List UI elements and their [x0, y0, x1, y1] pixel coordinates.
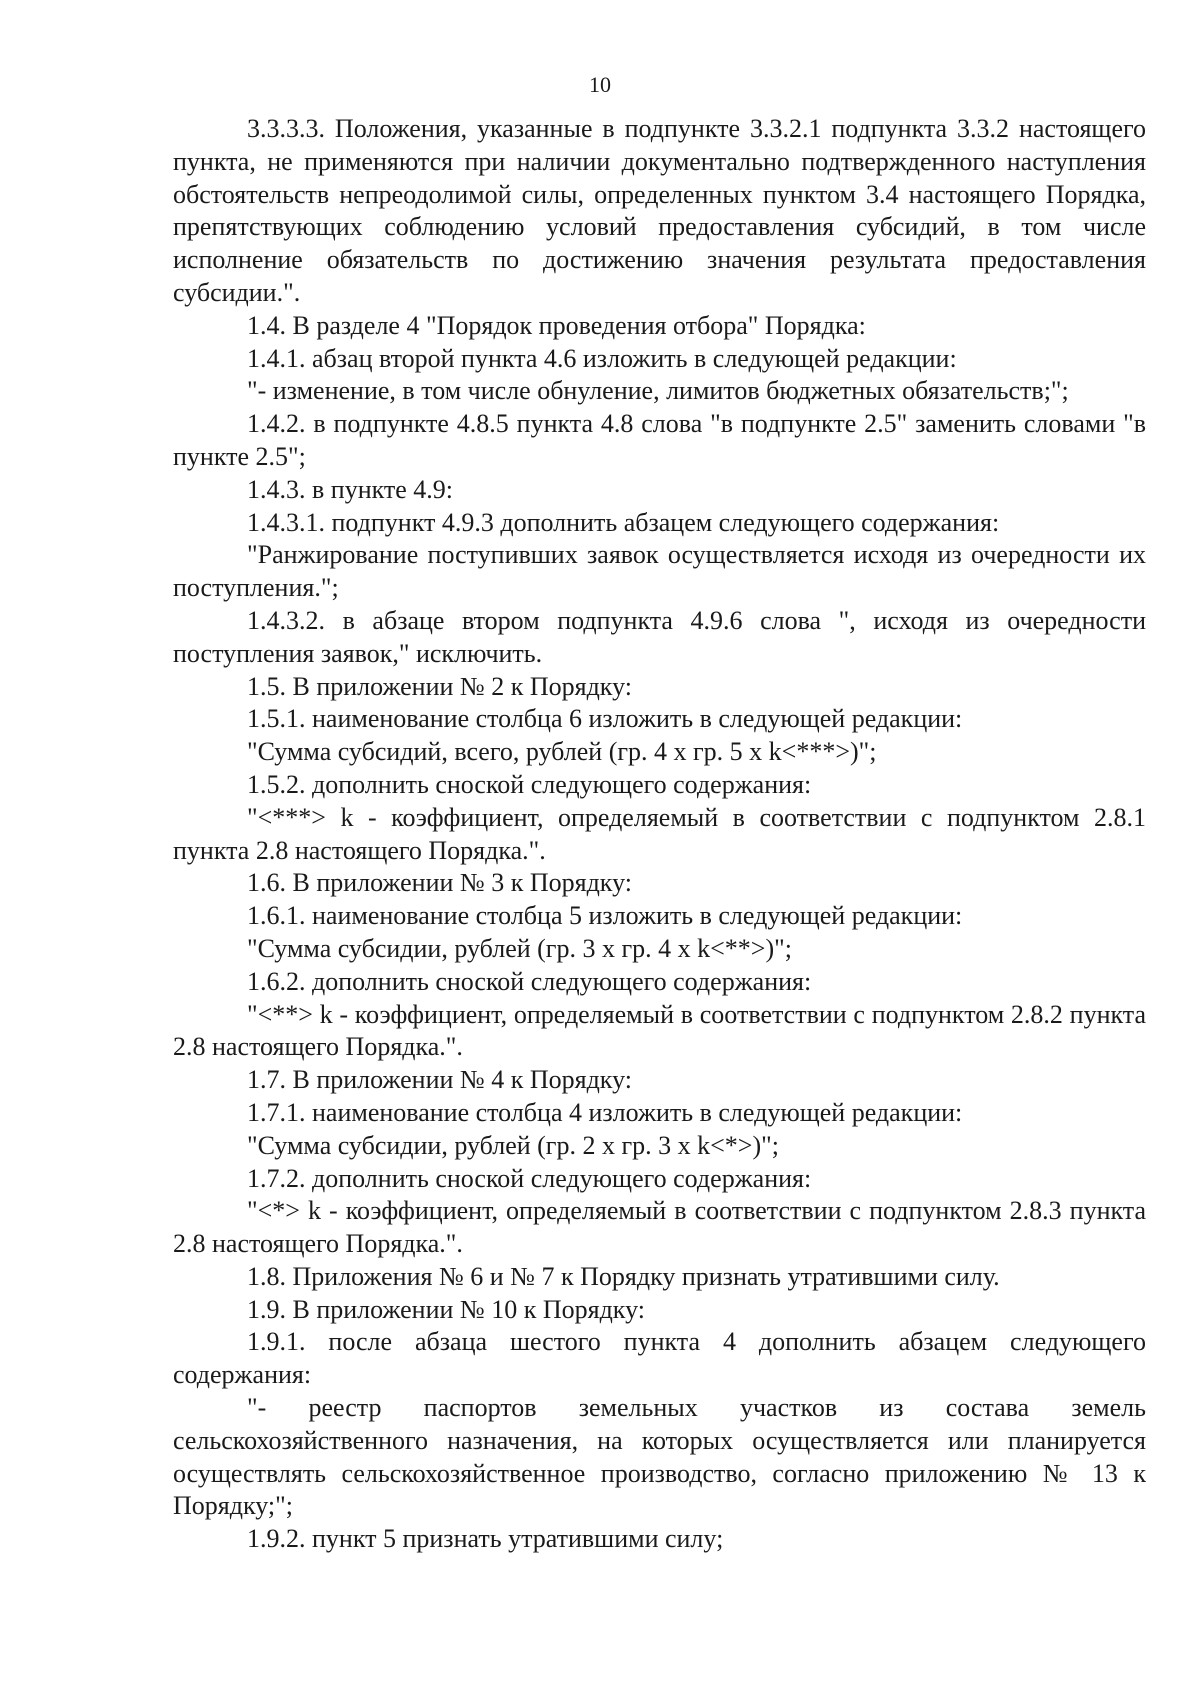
paragraph-1-5-1-quote: "Сумма субсидий, всего, рублей (гр. 4 x гр. 5 x k<***>)";: [247, 737, 877, 767]
paragraph-1-5-1: 1.5.1. наименование столбца 6 изложить в следующей редакции:: [247, 704, 963, 734]
page-number: 10: [589, 72, 611, 97]
paragraph-1-7-2: 1.7.2. дополнить сноской следующего содержания:: [247, 1163, 812, 1193]
paragraph-1-6-1: 1.6.1. наименование столбца 5 изложить в следующей редакции:: [247, 901, 963, 931]
paragraph-1-7-1-quote: "Сумма субсидии, рублей (гр. 2 x гр. 3 x k<*>)";: [247, 1130, 779, 1160]
paragraph-1-7-2-quote: "<*> k - коэффициент, определяемый в соответствии с подпунктом 2.8.3 пункта 2.8 настоящего Порядка.".: [173, 1196, 1146, 1259]
paragraph-1-4-1: 1.4.1. абзац второй пункта 4.6 изложить в следующей редакции:: [247, 343, 957, 373]
paragraph-1-7: 1.7. В приложении № 4 к Порядку:: [247, 1065, 632, 1095]
paragraph-1-4: 1.4. В разделе 4 "Порядок проведения отбора" Порядка:: [247, 310, 866, 340]
paragraph-1-7-1: 1.7.1. наименование столбца 4 изложить в следующей редакции:: [247, 1097, 963, 1127]
paragraph-1-4-3: 1.4.3. в пункте 4.9:: [247, 474, 454, 504]
paragraph-1-4-3-1: 1.4.3.1. подпункт 4.9.3 дополнить абзацем следующего содержания:: [247, 507, 1000, 537]
paragraph-1-4-3-1-quote: "Ранжирование поступивших заявок осуществляется исходя из очередности их поступления.";: [173, 540, 1146, 603]
paragraph-1-5-2-quote: "<***> k - коэффициент, определяемый в соответствии с подпунктом 2.8.1 пункта 2.8 настоящего Порядка.".: [173, 802, 1146, 865]
paragraph-1-6-1-quote: "Сумма субсидии, рублей (гр. 3 x гр. 4 x k<**>)";: [247, 933, 792, 963]
paragraph-1-8: 1.8. Приложения № 6 и № 7 к Порядку признать утратившими силу.: [247, 1261, 1000, 1291]
paragraph-1-4-2: 1.4.2. в подпункте 4.8.5 пункта 4.8 слова "в подпункте 2.5" заменить словами "в пункте 2.5";: [173, 409, 1146, 471]
paragraph-1-4-3-2: 1.4.3.2. в абзаце втором подпункта 4.9.6 слова ", исходя из очередности поступления заявок," исключить.: [173, 605, 1146, 668]
paragraph-1-6: 1.6. В приложении № 3 к Порядку:: [247, 868, 632, 898]
paragraph-1-6-2-quote: "<**> k - коэффициент, определяемый в соответствии с подпунктом 2.8.2 пункта 2.8 настоящего Порядка.".: [173, 999, 1146, 1062]
paragraph-1-4-1-quote: "- изменение, в том числе обнуление, лимитов бюджетных обязательств;";: [247, 376, 1069, 406]
paragraph-1-9-1: 1.9.1. после абзаца шестого пункта 4 дополнить абзацем следующего содержания:: [173, 1327, 1146, 1390]
paragraph-1-5-2: 1.5.2. дополнить сноской следующего содержания:: [247, 769, 812, 799]
document-body: [173, 113, 1146, 1556]
paragraph-1-9-2: 1.9.2. пункт 5 признать утратившими силу;: [247, 1524, 724, 1554]
paragraph-3-3-3-3: 3.3.3.3. Положения, указанные в подпункте 3.3.2.1 подпункта 3.3.2 настоящего пункта, не применяются при наличии документально подтвержденного наступления обстоятельств непреодолимой силы, определенных пунктом 3.4 настоящего Порядка, препятствующих соблюдению условий предоставления субсидий, в том числе исполнение обязательств по достижению значения результата предоставления субсидии.".: [173, 114, 1146, 307]
paragraph-1-9: 1.9. В приложении № 10 к Порядку:: [247, 1294, 645, 1324]
paragraph-1-9-1-quote: "- реестр паспортов земельных участков из состава земель сельскохозяйственного назначения, на которых осуществляется или планируется осуществлять сельскохозяйственное производство, согласно приложению № 13 к Порядку;";: [173, 1393, 1146, 1521]
paragraph-1-5: 1.5. В приложении № 2 к Порядку:: [247, 671, 632, 701]
paragraph-1-6-2: 1.6.2. дополнить сноской следующего содержания:: [247, 966, 812, 996]
